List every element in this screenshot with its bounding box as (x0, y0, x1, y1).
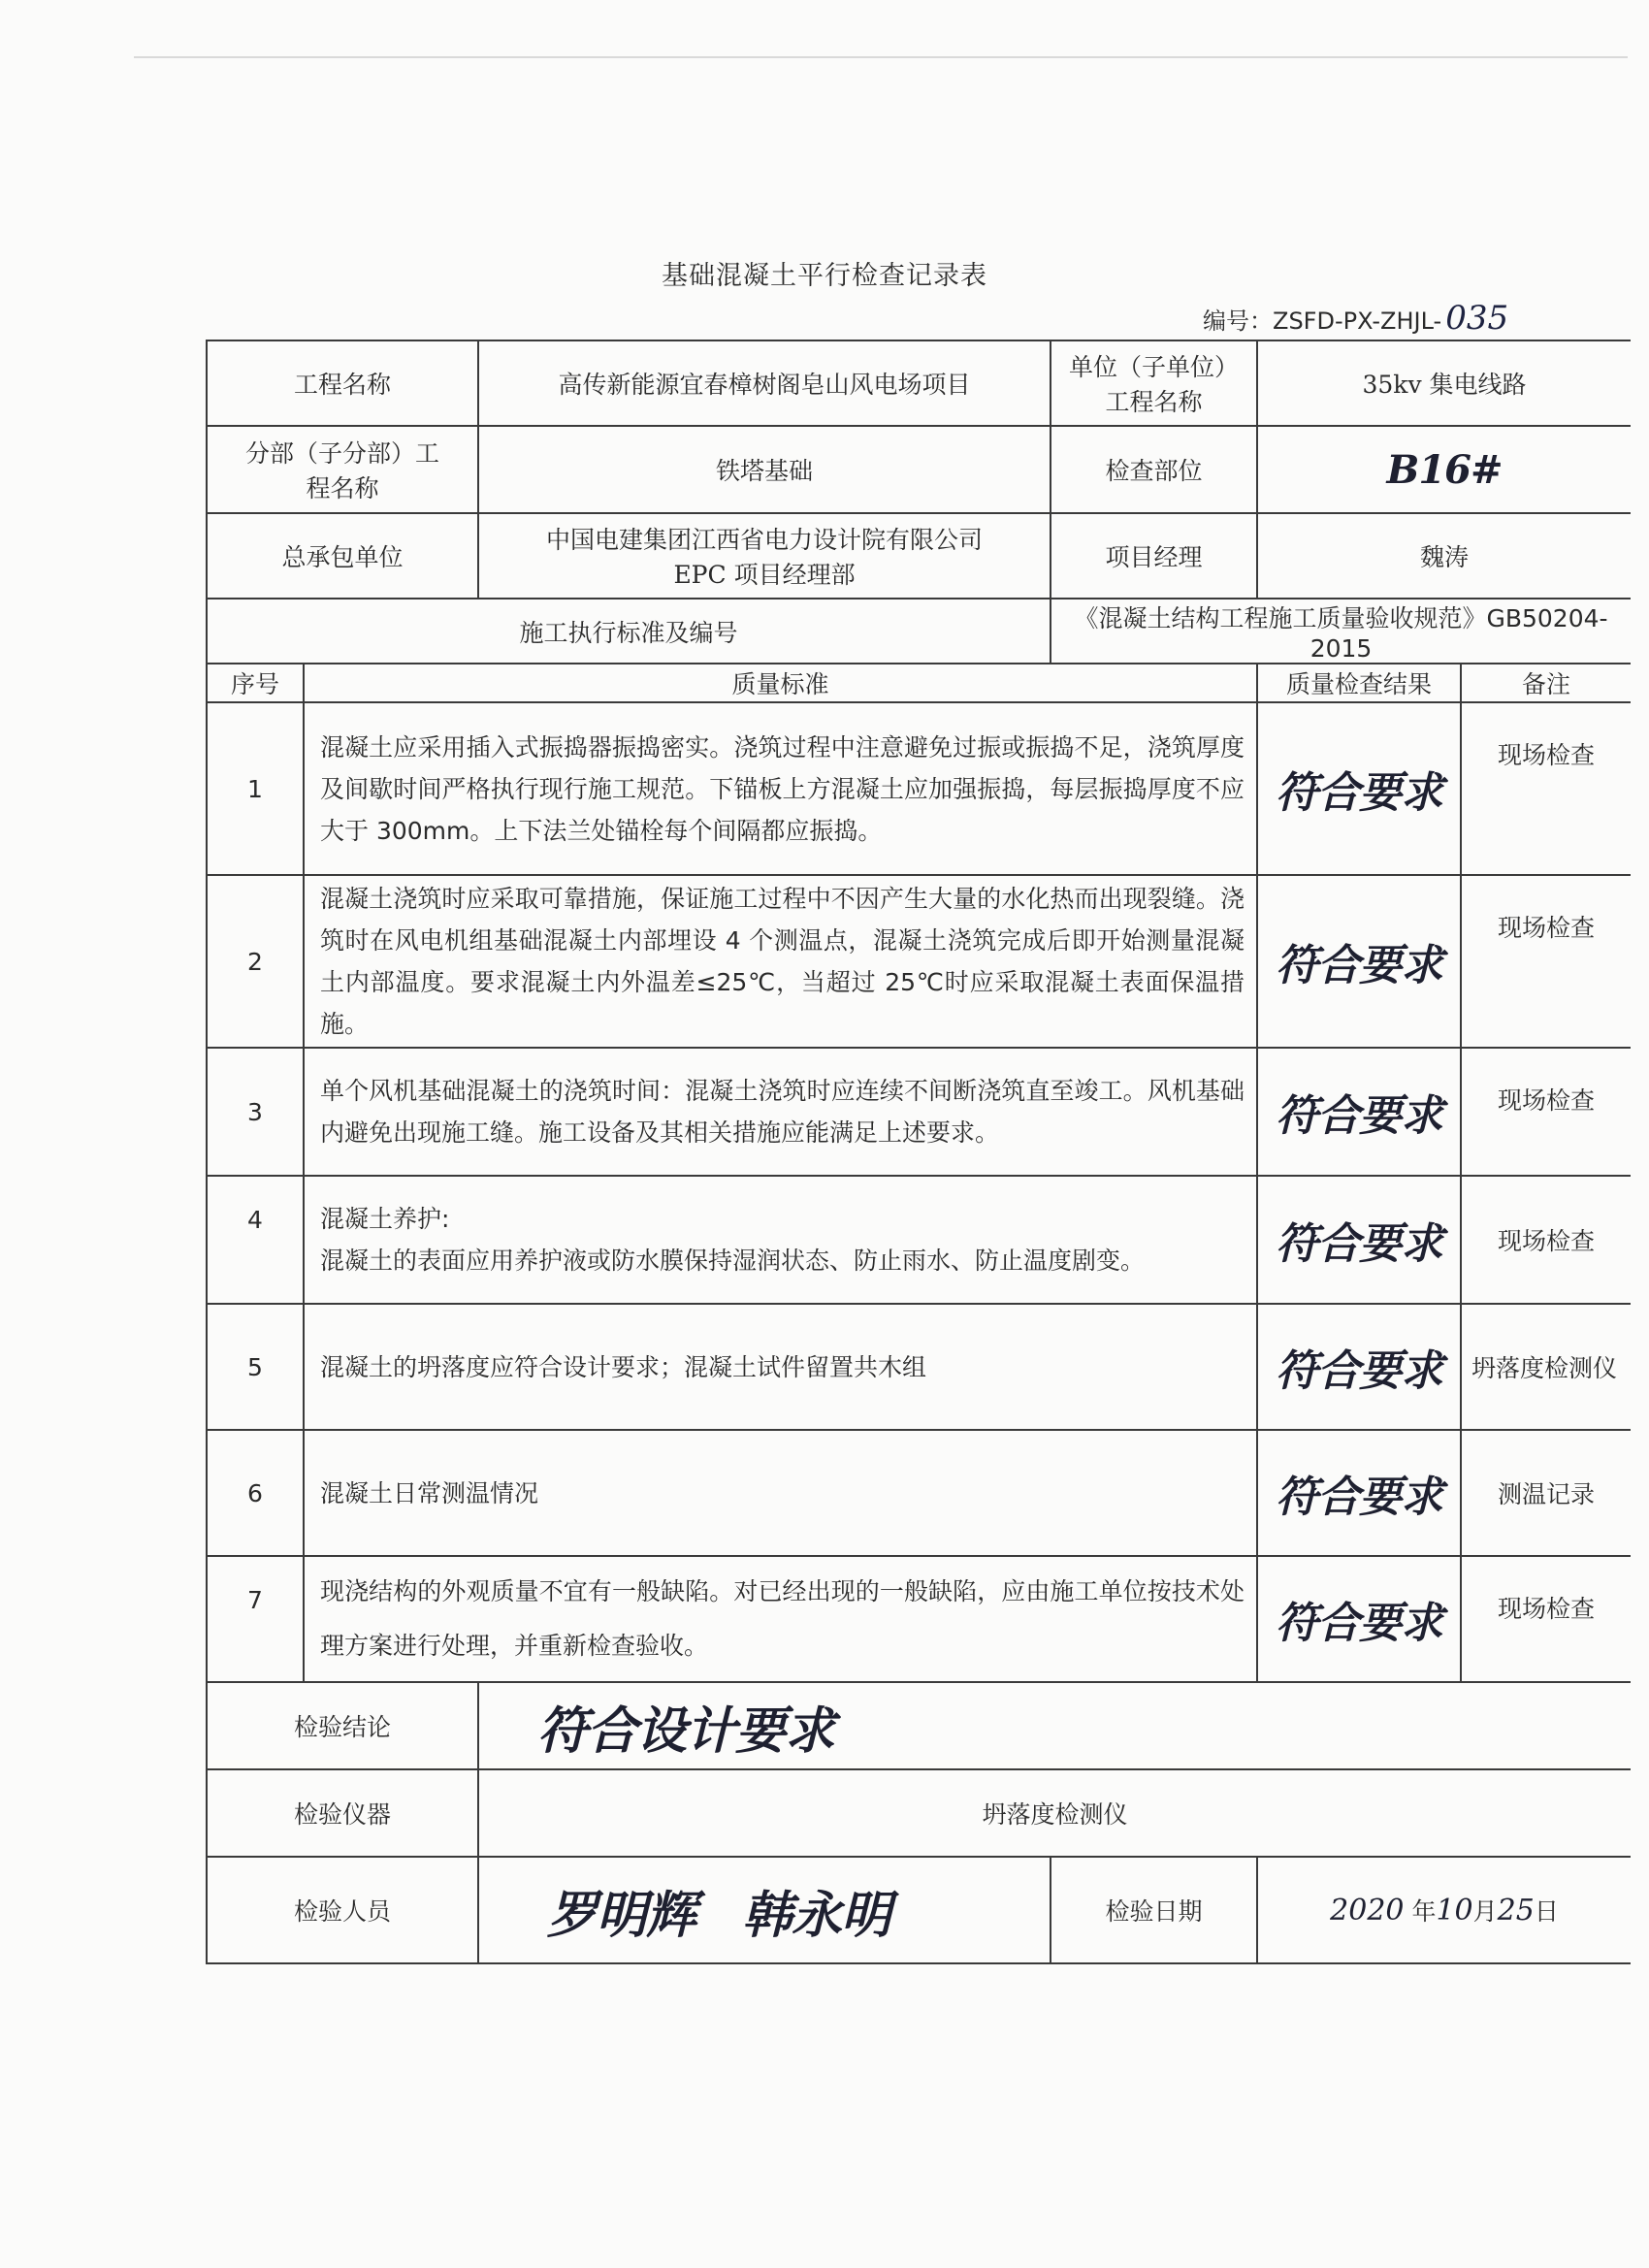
row-note: 现场检查 (1461, 1556, 1631, 1682)
inspector-signature-1: 罗明辉 (547, 1885, 696, 1945)
col-header-standard: 质量标准 (304, 664, 1257, 702)
manager-name: 魏涛 (1257, 513, 1631, 599)
col-header-seq: 序号 (207, 664, 304, 702)
row-note: 现场检查 (1461, 875, 1631, 1048)
row-standard: 混凝土应采用插入式振捣器振捣密实。浇筑过程中注意避免过振或振捣不足，浇筑厚度及间歇时间严格执行现行施工规范。下锚板上方混凝土应加强振捣，每层振捣厚度不应大于 300mm。上下法兰处锚栓每个间隔都应振捣。 (304, 702, 1257, 875)
conclusion-handwritten: 符合设计要求 (537, 1701, 835, 1761)
contractor-row (207, 513, 1631, 599)
document-number (1203, 299, 1508, 338)
manager-label: 项目经理 (1051, 513, 1257, 599)
doc-no-handwritten: 035 (1445, 299, 1509, 338)
row-seq: 2 (207, 875, 304, 1048)
row-standard: 混凝土日常测温情况 (304, 1430, 1257, 1556)
contractor-line-2: EPC 项目经理部 (673, 561, 856, 589)
standard-name: 《混凝土结构工程施工质量验收规范》GB50204-2015 (1051, 599, 1631, 664)
instrument-name: 坍落度检测仪 (478, 1769, 1631, 1857)
row-seq: 1 (207, 702, 304, 875)
table-row (207, 875, 1631, 1048)
row-result-handwritten: 符合要求 (1276, 1599, 1443, 1648)
subdivision-row (207, 426, 1631, 513)
col-header-result: 质量检查结果 (1257, 664, 1461, 702)
project-name-label: 工程名称 (207, 340, 478, 426)
check-location-handwritten: B16# (1386, 446, 1503, 493)
date-month: 10 (1436, 1894, 1473, 1928)
inspector-signatures (478, 1857, 1051, 1963)
inspection-record-table (206, 340, 1631, 1964)
date-label: 检验日期 (1051, 1857, 1257, 1963)
row-result-handwritten: 符合要求 (1276, 1091, 1443, 1141)
subdivision-label-line-1: 分部（子分部）工 (245, 439, 440, 468)
row-result-handwritten: 符合要求 (1276, 941, 1443, 990)
table-row (207, 1304, 1631, 1430)
table-row (207, 1176, 1631, 1304)
instrument-row (207, 1769, 1631, 1857)
unit-label-line-1: 单位（子单位） (1069, 353, 1240, 381)
row-note: 现场检查 (1461, 1176, 1631, 1304)
row-seq: 7 (207, 1556, 304, 1682)
row-result-handwritten: 符合要求 (1276, 1346, 1443, 1396)
row-seq: 5 (207, 1304, 304, 1430)
table-row (207, 1430, 1631, 1556)
row-note: 现场检查 (1461, 1048, 1631, 1176)
table-row (207, 1048, 1631, 1176)
row-standard: 单个风机基础混凝土的浇筑时间：混凝土浇筑时应连续不间断浇筑直至竣工。风机基础内避免出现施工缝。施工设备及其相关措施应能满足上述要求。 (304, 1048, 1257, 1176)
row-result-handwritten: 符合要求 (1276, 1473, 1443, 1522)
conclusion-row (207, 1682, 1631, 1769)
row-seq: 4 (207, 1176, 304, 1304)
row-seq: 3 (207, 1048, 304, 1176)
row-note: 坍落度检测仪 (1461, 1304, 1631, 1430)
column-header-row (207, 664, 1631, 702)
row-result-handwritten: 符合要求 (1276, 1219, 1443, 1269)
inspection-date (1257, 1857, 1631, 1963)
date-day: 25 (1497, 1894, 1535, 1928)
row-seq: 6 (207, 1430, 304, 1556)
document-title: 基础混凝土平行检查记录表 (662, 261, 987, 291)
unit-label-line-2: 工程名称 (1105, 388, 1203, 416)
subdivision-label (207, 426, 478, 513)
date-year: 2020 (1330, 1894, 1405, 1928)
contractor-name (478, 513, 1051, 599)
subdivision-name: 铁塔基础 (478, 426, 1051, 513)
unit-name-label (1051, 340, 1257, 426)
conclusion-label: 检验结论 (207, 1682, 478, 1769)
row-standard: 现浇结构的外观质量不宜有一般缺陷。对已经出现的一般缺陷，应由施工单位按技术处理方案进行处理，并重新检查验收。 (304, 1556, 1257, 1682)
doc-no-label: 编号：ZSFD-PX-ZHJL- (1203, 308, 1442, 335)
project-row (207, 340, 1631, 426)
row-result-handwritten: 符合要求 (1276, 768, 1443, 818)
row-standard: 混凝土的坍落度应符合设计要求；混凝土试件留置共木组 (304, 1304, 1257, 1430)
col-header-note: 备注 (1461, 664, 1631, 702)
inspector-row (207, 1857, 1631, 1963)
inspector-signature-2: 韩永明 (741, 1885, 890, 1945)
row-standard: 混凝土养护: 混凝土的表面应用养护液或防水膜保持湿润状态、防止雨水、防止温度剧变。 (304, 1176, 1257, 1304)
unit-name: 35kv 集电线路 (1257, 340, 1631, 426)
row-note: 现场检查 (1461, 702, 1631, 875)
instrument-label: 检验仪器 (207, 1769, 478, 1857)
date-year-unit: 年 (1411, 1897, 1437, 1926)
row-standard: 混凝土浇筑时应采取可靠措施，保证施工过程中不因产生大量的水化热而出现裂缝。浇筑时在风电机组基础混凝土内部埋设 4 个测温点，混凝土浇筑完成后即开始测量混凝土内部温度。要求混凝土内外温差≤25℃，当超过 25℃时应采取混凝土表面保温措施。 (304, 875, 1257, 1048)
row-note: 测温记录 (1461, 1430, 1631, 1556)
contractor-line-1: 中国电建集团江西省电力设计院有限公司 (546, 526, 984, 554)
project-name: 高传新能源宜春樟树阁皂山风电场项目 (478, 340, 1051, 426)
table-row (207, 1556, 1631, 1682)
contractor-label: 总承包单位 (207, 513, 478, 599)
standard-row (207, 599, 1631, 664)
check-location-label: 检查部位 (1051, 426, 1257, 513)
table-row (207, 702, 1631, 875)
subdivision-label-line-2: 程名称 (306, 474, 379, 502)
standard-label: 施工执行标准及编号 (207, 599, 1051, 664)
page-top-rule (134, 56, 1628, 58)
inspector-label: 检验人员 (207, 1857, 478, 1963)
date-day-unit: 日 (1534, 1897, 1559, 1926)
date-month-unit: 月 (1472, 1897, 1498, 1926)
